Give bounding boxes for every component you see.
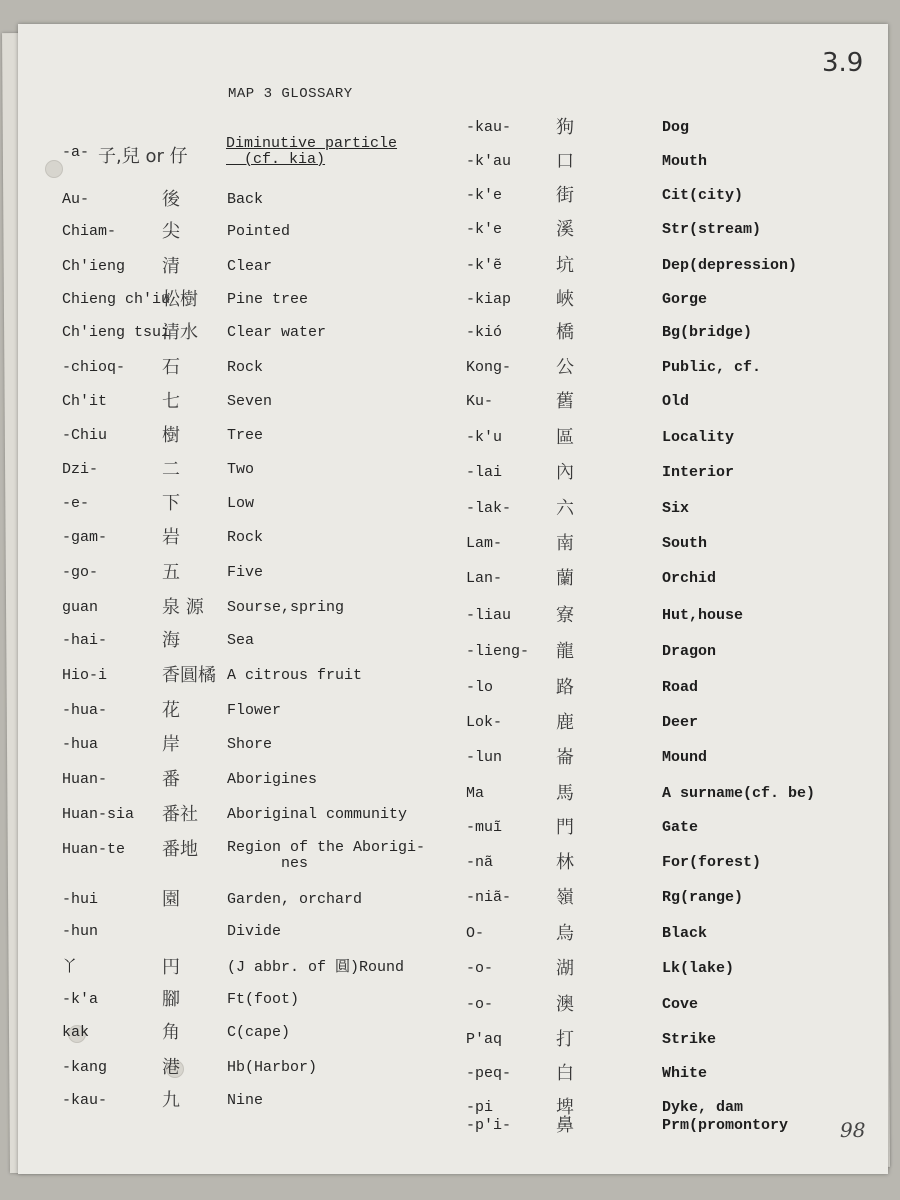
- glossary-term: Lan-: [466, 570, 503, 587]
- glossary-term: -k'au: [466, 153, 512, 170]
- glossary-ideograph: 嶺: [556, 887, 574, 908]
- glossary-ideograph: 香圓橘: [162, 665, 216, 686]
- glossary-term: Huan-te: [62, 841, 126, 858]
- glossary-definition: Six: [662, 500, 690, 517]
- glossary-term: -lun: [466, 749, 503, 766]
- glossary-definition: Rock: [227, 529, 264, 546]
- glossary-definition: Cove: [662, 996, 699, 1013]
- glossary-definition: Low: [227, 495, 255, 512]
- glossary-term: -k'e: [466, 187, 503, 204]
- glossary-term: -lo: [466, 679, 494, 696]
- glossary-term: -liau: [466, 607, 512, 624]
- glossary-ideograph: 子,兒 or 仔: [98, 146, 188, 167]
- glossary-term: -hai-: [62, 632, 108, 649]
- glossary-ideograph: 花: [162, 700, 180, 721]
- glossary-term: -gam-: [62, 529, 108, 546]
- glossary-definition: Rg(range): [662, 889, 744, 906]
- glossary-ideograph: 龍: [556, 641, 574, 662]
- glossary-ideograph: 後: [162, 189, 180, 210]
- glossary-definition: Pointed: [227, 223, 291, 240]
- glossary-ideograph: 舊: [556, 391, 574, 412]
- glossary-term: -p'i-: [466, 1117, 512, 1134]
- glossary-definition: Nine: [227, 1092, 264, 1109]
- paper-sheet: [18, 24, 888, 1174]
- glossary-ideograph: 鹿: [556, 712, 574, 733]
- glossary-term: -kang: [62, 1059, 108, 1076]
- punch-hole: [45, 160, 63, 178]
- glossary-definition: Black: [662, 925, 708, 942]
- glossary-definition: Seven: [227, 393, 273, 410]
- glossary-definition: Locality: [662, 429, 735, 446]
- glossary-ideograph: 五: [162, 562, 180, 583]
- glossary-term: guan: [62, 599, 99, 616]
- glossary-definition: Garden, orchard: [227, 891, 363, 908]
- glossary-definition: Pine tree: [227, 291, 309, 308]
- glossary-ideograph: 狗: [556, 117, 574, 138]
- glossary-term: Ma: [466, 785, 485, 802]
- glossary-definition: Dep(depression): [662, 257, 798, 274]
- glossary-ideograph: 円: [162, 957, 180, 978]
- glossary-ideograph: 腳: [162, 989, 180, 1010]
- glossary-term: -kiap: [466, 291, 512, 308]
- glossary-term: Chieng ch'iu: [62, 291, 171, 308]
- glossary-ideograph: 南: [556, 533, 574, 554]
- glossary-term: Hio-i: [62, 667, 108, 684]
- glossary-definition: Two: [227, 461, 255, 478]
- glossary-definition: Five: [227, 564, 264, 581]
- glossary-ideograph: 尖: [162, 221, 180, 242]
- glossary-ideograph: 白: [556, 1063, 574, 1084]
- glossary-ideograph: 峽: [556, 289, 574, 310]
- glossary-definition: Flower: [227, 702, 282, 719]
- glossary-term: P'aq: [466, 1031, 503, 1048]
- glossary-ideograph: 六: [556, 498, 574, 519]
- glossary-definition: Bg(bridge): [662, 324, 753, 341]
- glossary-definition: Aboriginal community: [227, 806, 408, 823]
- glossary-term: Dzi-: [62, 461, 99, 478]
- glossary-term: -kau-: [62, 1092, 108, 1109]
- glossary-definition: Orchid: [662, 570, 717, 587]
- glossary-term: -e-: [62, 495, 90, 512]
- glossary-ideograph: 清: [162, 256, 180, 277]
- glossary-definition: Interior: [662, 464, 735, 481]
- glossary-definition: Sourse,spring: [227, 599, 345, 616]
- glossary-ideograph: 園: [162, 889, 180, 910]
- glossary-term: -lak-: [466, 500, 512, 517]
- glossary-ideograph: 松樹: [162, 289, 198, 310]
- glossary-term: -peq-: [466, 1065, 512, 1082]
- glossary-ideograph: 埤: [556, 1097, 574, 1118]
- glossary-term: -hun: [62, 923, 99, 940]
- glossary-term: -hua-: [62, 702, 108, 719]
- glossary-definition: Clear: [227, 258, 273, 275]
- glossary-definition: Diminutive particle (cf. kia): [226, 135, 398, 168]
- glossary-term: -lieng-: [466, 643, 530, 660]
- glossary-definition: Back: [227, 191, 264, 208]
- glossary-ideograph: 門: [556, 817, 574, 838]
- glossary-ideograph: 海: [162, 630, 180, 651]
- glossary-term: -nã: [466, 854, 494, 871]
- glossary-ideograph: 九: [162, 1090, 180, 1111]
- glossary-definition: Mound: [662, 749, 708, 766]
- glossary-ideograph: 林: [556, 852, 574, 873]
- glossary-term: O-: [466, 925, 485, 942]
- glossary-term: -go-: [62, 564, 99, 581]
- glossary-term: Huan-: [62, 771, 108, 788]
- glossary-definition: Gate: [662, 819, 699, 836]
- glossary-definition: Hb(Harbor): [227, 1059, 318, 1076]
- glossary-ideograph: 崙: [556, 747, 574, 768]
- glossary-definition: Lk(lake): [662, 960, 735, 977]
- glossary-definition: For(forest): [662, 854, 762, 871]
- glossary-term: -pi: [466, 1099, 494, 1116]
- glossary-ideograph: 蘭: [556, 568, 574, 589]
- glossary-ideograph: 七: [162, 391, 180, 412]
- glossary-term: -lai: [466, 464, 503, 481]
- glossary-term: -k'ẽ: [466, 257, 503, 274]
- glossary-ideograph: 泉 源: [162, 597, 204, 618]
- glossary-definition: Region of the Aborigi- nes: [227, 839, 426, 872]
- glossary-definition: Dog: [662, 119, 690, 136]
- glossary-term: Ch'it: [62, 393, 108, 410]
- glossary-ideograph: 公: [556, 357, 574, 378]
- glossary-definition: Road: [662, 679, 699, 696]
- glossary-term: Au-: [62, 191, 90, 208]
- glossary-term: Ch'ieng tsui: [62, 324, 171, 341]
- glossary-definition: Strike: [662, 1031, 717, 1048]
- page-number: 3.9: [822, 48, 864, 78]
- glossary-term: -hui: [62, 891, 99, 908]
- glossary-ideograph: 樹: [162, 425, 180, 446]
- glossary-ideograph: 港: [162, 1057, 180, 1078]
- glossary-ideograph: 清水: [162, 322, 198, 343]
- glossary-definition: A citrous fruit: [227, 667, 363, 684]
- glossary-definition: Cit(city): [662, 187, 744, 204]
- page-title: MAP 3 GLOSSARY: [228, 86, 353, 102]
- glossary-ideograph: 澳: [556, 994, 574, 1015]
- glossary-term: -k'e: [466, 221, 503, 238]
- glossary-ideograph: 口: [556, 151, 574, 172]
- glossary-ideograph: 石: [162, 357, 180, 378]
- glossary-term: -Chiu: [62, 427, 108, 444]
- glossary-term: Ch'ieng: [62, 258, 126, 275]
- glossary-ideograph: 烏: [556, 923, 574, 944]
- glossary-term: 丫: [62, 959, 78, 976]
- glossary-definition: Aborigines: [227, 771, 318, 788]
- glossary-term: -a-: [62, 144, 90, 161]
- glossary-ideograph: 坑: [556, 255, 574, 276]
- glossary-term: Chiam-: [62, 223, 117, 240]
- glossary-term: -o-: [466, 960, 494, 977]
- glossary-definition: A surname(cf. be): [662, 785, 816, 802]
- glossary-definition: Dyke, dam: [662, 1099, 744, 1116]
- glossary-definition: Tree: [227, 427, 264, 444]
- glossary-definition: Prm(promontory: [662, 1117, 789, 1134]
- glossary-ideograph: 內: [556, 462, 574, 483]
- glossary-definition: Divide: [227, 923, 282, 940]
- glossary-definition: Hut,house: [662, 607, 744, 624]
- glossary-ideograph: 區: [556, 427, 574, 448]
- glossary-definition: Sea: [227, 632, 255, 649]
- glossary-definition: White: [662, 1065, 708, 1082]
- glossary-definition: Public, cf.: [662, 359, 762, 376]
- glossary-term: Huan-sia: [62, 806, 135, 823]
- glossary-ideograph: 鼻: [556, 1115, 574, 1136]
- glossary-ideograph: 下: [162, 493, 180, 514]
- glossary-definition: Ft(foot): [227, 991, 300, 1008]
- glossary-term: Lok-: [466, 714, 503, 731]
- glossary-term: -k'a: [62, 991, 99, 1008]
- glossary-ideograph: 番社: [162, 804, 198, 825]
- glossary-term: -niã-: [466, 889, 512, 906]
- glossary-ideograph: 番地: [162, 839, 198, 860]
- glossary-definition: Gorge: [662, 291, 708, 308]
- glossary-term: -kau-: [466, 119, 512, 136]
- glossary-definition: (J abbr. of 圓)Round: [227, 959, 405, 976]
- glossary-term: -o-: [466, 996, 494, 1013]
- glossary-ideograph: 寮: [556, 605, 574, 626]
- glossary-ideograph: 番: [162, 769, 180, 790]
- glossary-ideograph: 馬: [556, 783, 574, 804]
- glossary-ideograph: 岸: [162, 734, 180, 755]
- glossary-definition: Old: [662, 393, 690, 410]
- glossary-definition: South: [662, 535, 708, 552]
- glossary-term: -hua: [62, 736, 99, 753]
- glossary-term: Lam-: [466, 535, 503, 552]
- glossary-term: -chioq-: [62, 359, 126, 376]
- glossary-term: -k'u: [466, 429, 503, 446]
- glossary-term: -muĩ: [466, 819, 503, 836]
- glossary-term: -kió: [466, 324, 503, 341]
- glossary-definition: Dragon: [662, 643, 717, 660]
- corner-number: 98: [840, 1118, 866, 1142]
- glossary-definition: Shore: [227, 736, 273, 753]
- glossary-ideograph: 打: [556, 1029, 574, 1050]
- glossary-ideograph: 角: [162, 1022, 180, 1043]
- glossary-ideograph: 街: [556, 185, 574, 206]
- glossary-ideograph: 二: [162, 459, 180, 480]
- glossary-ideograph: 岩: [162, 527, 180, 548]
- glossary-definition: Rock: [227, 359, 264, 376]
- glossary-definition: Str(stream): [662, 221, 762, 238]
- glossary-ideograph: 溪: [556, 219, 574, 240]
- glossary-definition: Clear water: [227, 324, 327, 341]
- glossary-term: Ku-: [466, 393, 494, 410]
- glossary-definition: C(cape): [227, 1024, 291, 1041]
- glossary-ideograph: 湖: [556, 958, 574, 979]
- glossary-definition: Deer: [662, 714, 699, 731]
- glossary-term: Kong-: [466, 359, 512, 376]
- glossary-ideograph: 路: [556, 677, 574, 698]
- glossary-term: kak: [62, 1024, 90, 1041]
- glossary-definition: Mouth: [662, 153, 708, 170]
- glossary-ideograph: 橋: [556, 322, 574, 343]
